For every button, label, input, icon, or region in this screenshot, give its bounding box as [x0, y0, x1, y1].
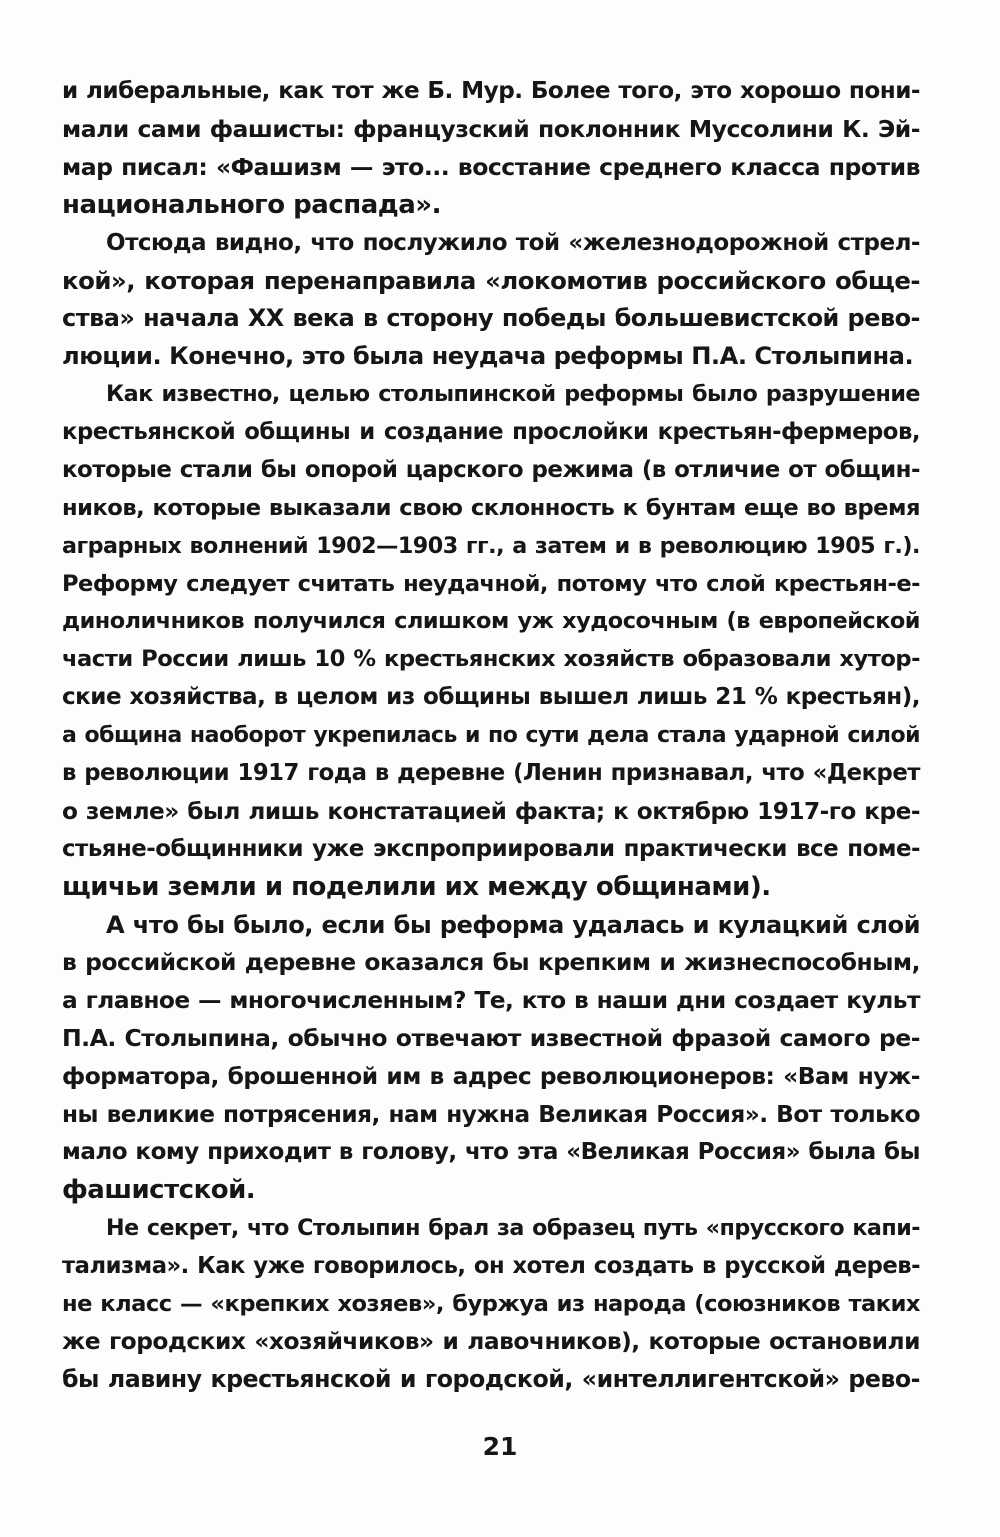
text-line: щичьи земли и поделили их между общинами).	[62, 871, 771, 902]
text-line: кой», которая перенаправила «локомотив российского обще-	[62, 266, 920, 296]
text-line: в российской деревне оказался бы крепким и жизнеспособным,	[62, 948, 920, 977]
text-line: фашистской.	[62, 1174, 256, 1205]
text-line: тализма». Как уже говорилось, он хотел создать в русской дерев-	[62, 1252, 920, 1279]
text-line: мали сами фашисты: французский поклонник Муссолини К. Эй-	[62, 114, 920, 143]
text-line: не класс — «крепких хозяев», буржуа из народа (союзников таких	[62, 1290, 920, 1317]
text-line: национального распада».	[62, 189, 441, 220]
text-line: стьяне-общинники уже экспроприировали практически все поме-	[62, 835, 920, 862]
text-line: мар писал: «Фашизм — это... восстание среднего класса против	[62, 152, 920, 181]
body-text	[62, 73, 920, 1399]
paragraph-5	[62, 1210, 920, 1399]
text-line: а община наоборот укрепилась и по сути дела стала ударной силой	[62, 723, 920, 749]
text-line: которые стали бы опорой царского режима (в отличие от общин-	[62, 456, 920, 483]
text-line: ны великие потрясения, нам нужна Великая Россия». Вот только	[62, 1101, 920, 1129]
text-line: П.А. Столыпина, обычно отвечают известной фразой самого ре-	[62, 1024, 920, 1053]
paragraph-3	[62, 376, 920, 906]
text-line: же городских «хозяйчиков» и лавочников), которые остановили	[62, 1327, 920, 1356]
text-line: люции. Конечно, это была неудача реформы П.А. Столыпина.	[62, 342, 914, 371]
paragraph-4	[62, 907, 920, 1210]
page-number: 21	[482, 1432, 518, 1461]
text-line: диноличников получился слишком уж худосочным (в европейской	[62, 608, 920, 635]
text-line: Реформу следует считать неудачной, потому что слой крестьян-е-	[62, 570, 920, 597]
text-line: крестьянской общины и создание прослойки крестьян-фермеров,	[62, 419, 920, 446]
text-line: о земле» был лишь констатацией факта; к октябрю 1917-го кре-	[62, 797, 920, 825]
text-line: Отсюда видно, что послужило той «железнодорожной стрел-	[106, 229, 920, 256]
text-line: Не секрет, что Столыпин брал за образец путь «прусского капи-	[106, 1214, 920, 1241]
text-line: ства» начала XX века в сторону победы большевистской рево-	[62, 304, 920, 333]
text-line: А что бы было, если бы реформа удалась и кулацкий слой	[106, 910, 920, 939]
text-line: ские хозяйства, в целом из общины вышел лишь 21 % крестьян),	[62, 684, 920, 711]
text-line: Как известно, целью столыпинской реформы было разрушение	[106, 381, 920, 408]
text-line: а главное — многочисленным? Те, кто в наши дни создает культ	[62, 987, 920, 1015]
text-line: мало кому приходит в голову, что эта «Великая Россия» была бы	[62, 1138, 920, 1165]
text-line: в революции 1917 года в деревне (Ленин признавал, что «Декрет	[62, 760, 920, 787]
text-line: части России лишь 10 % крестьянских хозяйств образовали хутор-	[62, 646, 920, 673]
text-line: ников, которые выказали свою склонность к бунтам еще во время	[62, 494, 920, 521]
text-line: форматора, брошенной им в адрес революционеров: «Вам нуж-	[62, 1062, 920, 1091]
paragraph-2	[62, 225, 920, 377]
text-line: бы лавину крестьянской и городской, «интеллигентской» рево-	[62, 1365, 920, 1394]
paragraph-1	[62, 73, 920, 225]
text-line: и либеральные, как тот же Б. Мур. Более того, это хорошо пони-	[62, 78, 920, 104]
text-line: аграрных волнений 1902—1903 гг., а затем и в революцию 1905 г.).	[62, 532, 920, 559]
